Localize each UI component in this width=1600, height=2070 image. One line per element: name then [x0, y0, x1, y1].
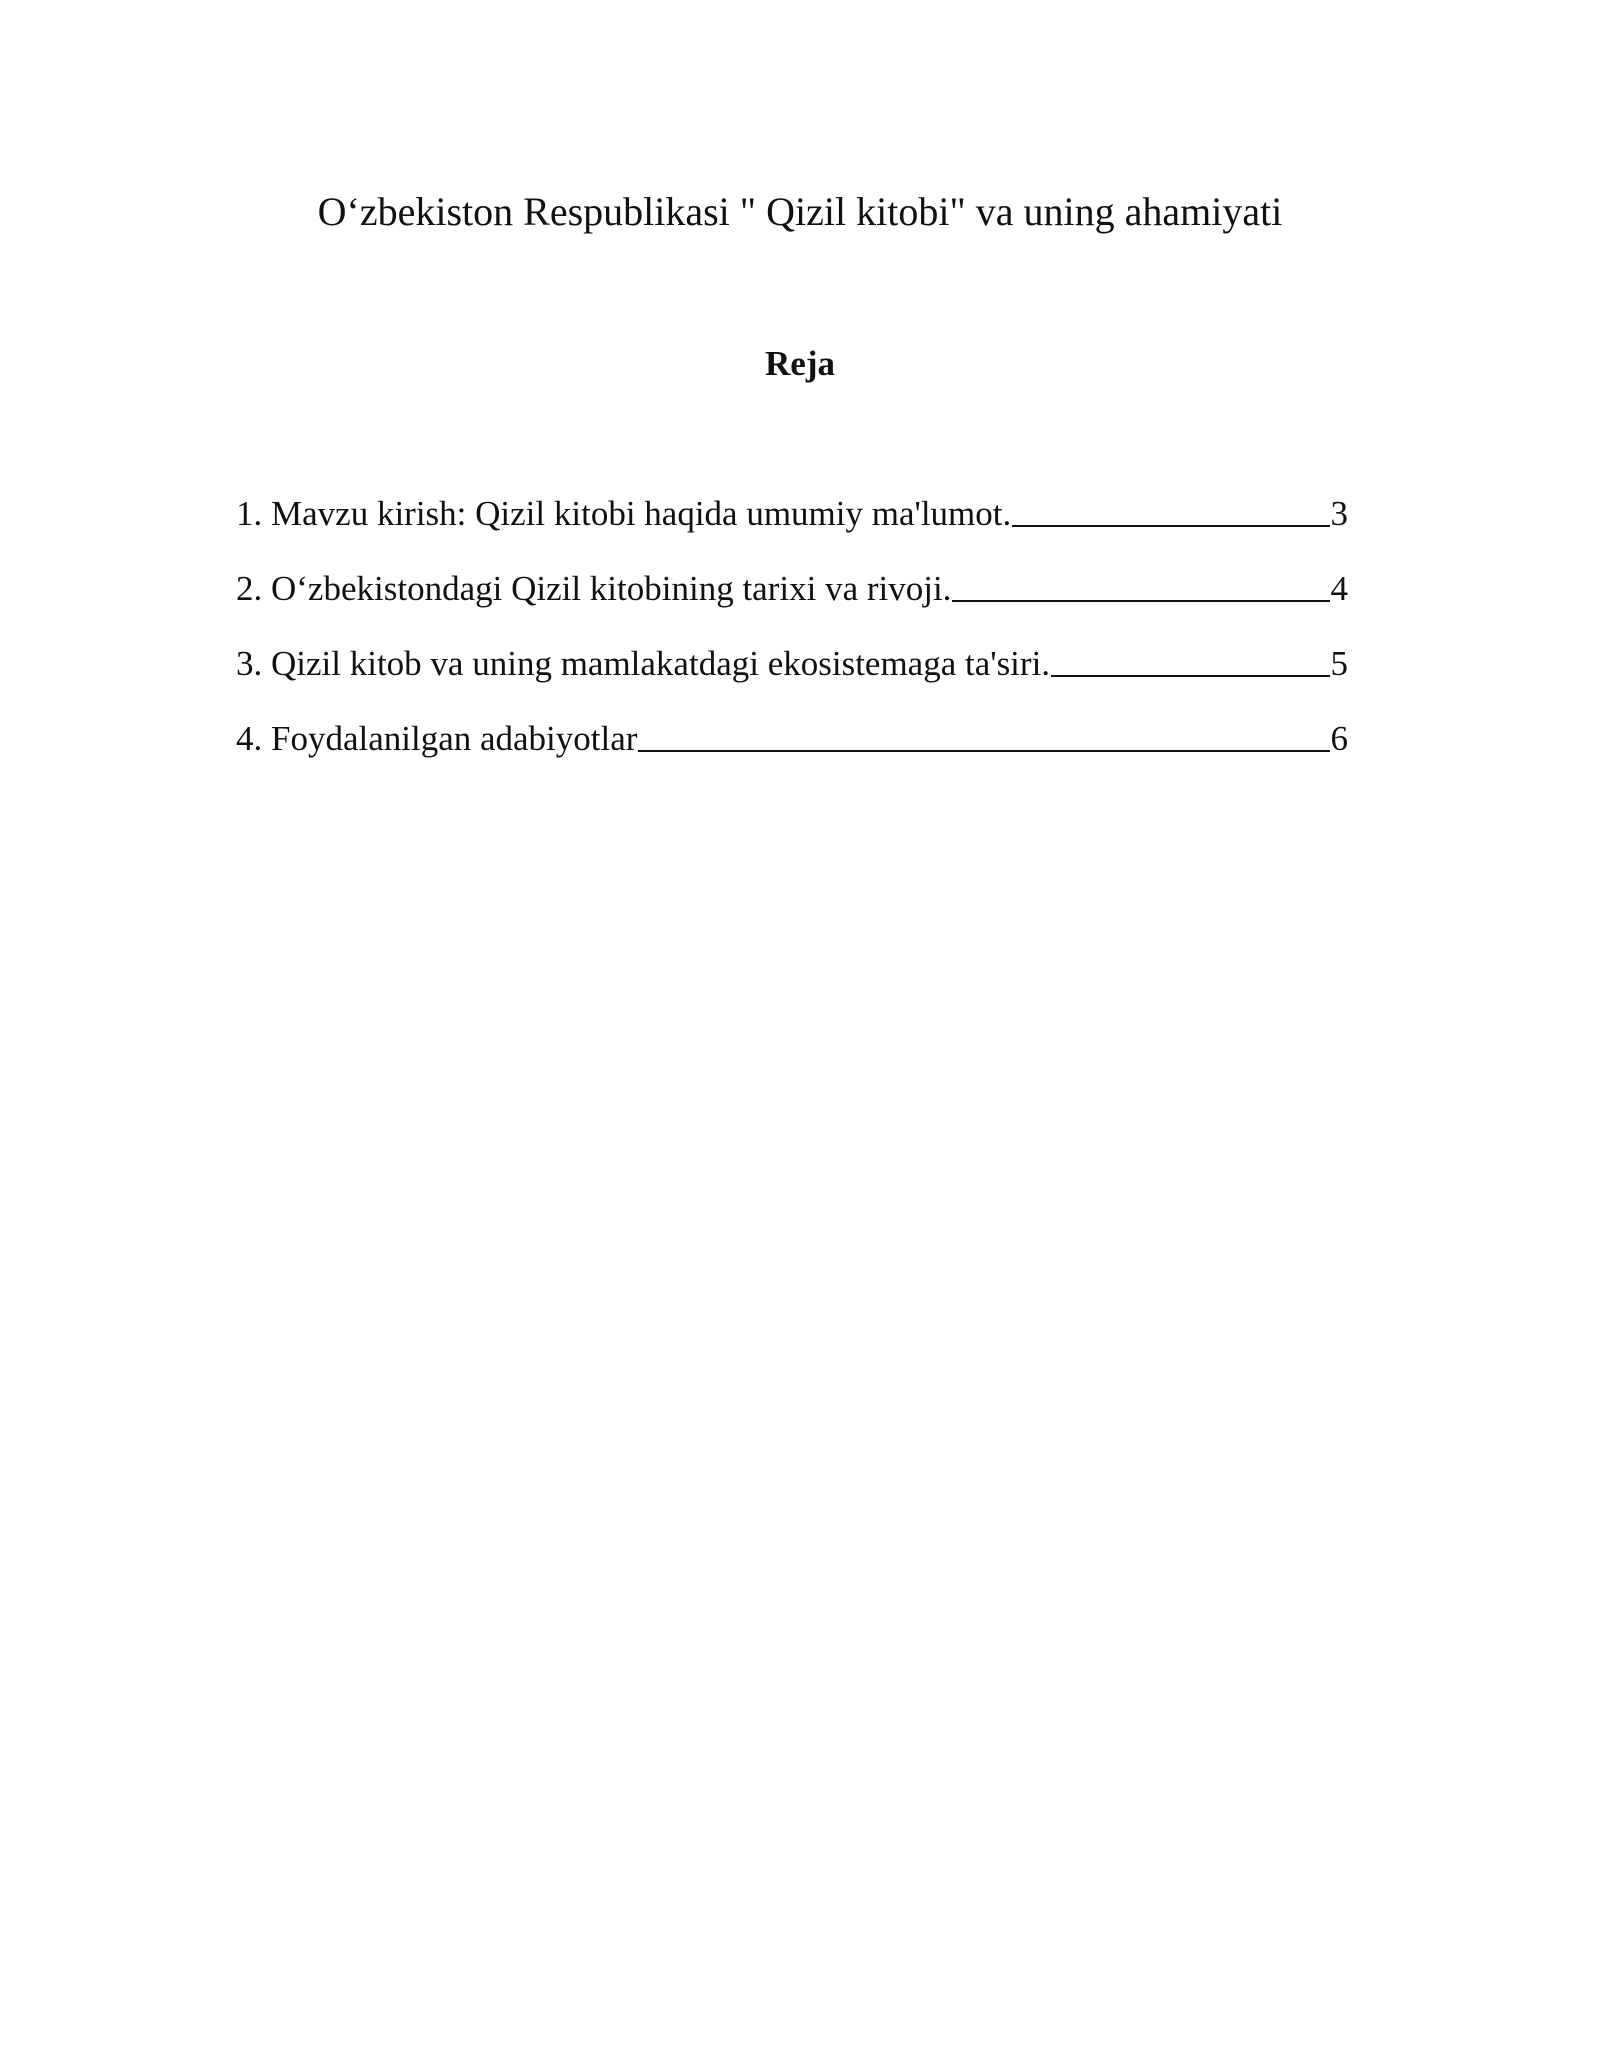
toc-entry [236, 642, 1348, 717]
toc-page-number: 5 [1330, 644, 1348, 683]
toc-page-number: 4 [1330, 569, 1348, 608]
toc-entry-text: 1. Mavzu kirish: Qizil kitobi haqida umumiy ma'lumot. [236, 494, 1012, 533]
plan-heading: Reja [765, 344, 835, 383]
toc-leader-line [1051, 675, 1329, 677]
toc-entry-text: 3. Qizil kitob va uning mamlakatdagi ekosistemaga ta'siri. [236, 644, 1051, 683]
toc-entry [236, 567, 1348, 642]
toc-entry-text: 4. Foydalanilgan adabiyotlar [236, 719, 638, 758]
toc-entry-text: 2. O‘zbekistondagi Qizil kitobining tarixi va rivoji. [236, 569, 952, 608]
toc-entry [236, 717, 1348, 792]
toc-leader-line [1012, 525, 1329, 527]
document-title: O‘zbekiston Respublikasi " Qizil kitobi" va uning ahamiyati [317, 189, 1283, 234]
toc-leader-line [638, 750, 1329, 752]
toc-entry [236, 492, 1348, 567]
table-of-contents [236, 492, 1348, 792]
toc-leader-line [952, 600, 1329, 602]
toc-page-number: 3 [1330, 494, 1348, 533]
toc-page-number: 6 [1330, 719, 1348, 758]
